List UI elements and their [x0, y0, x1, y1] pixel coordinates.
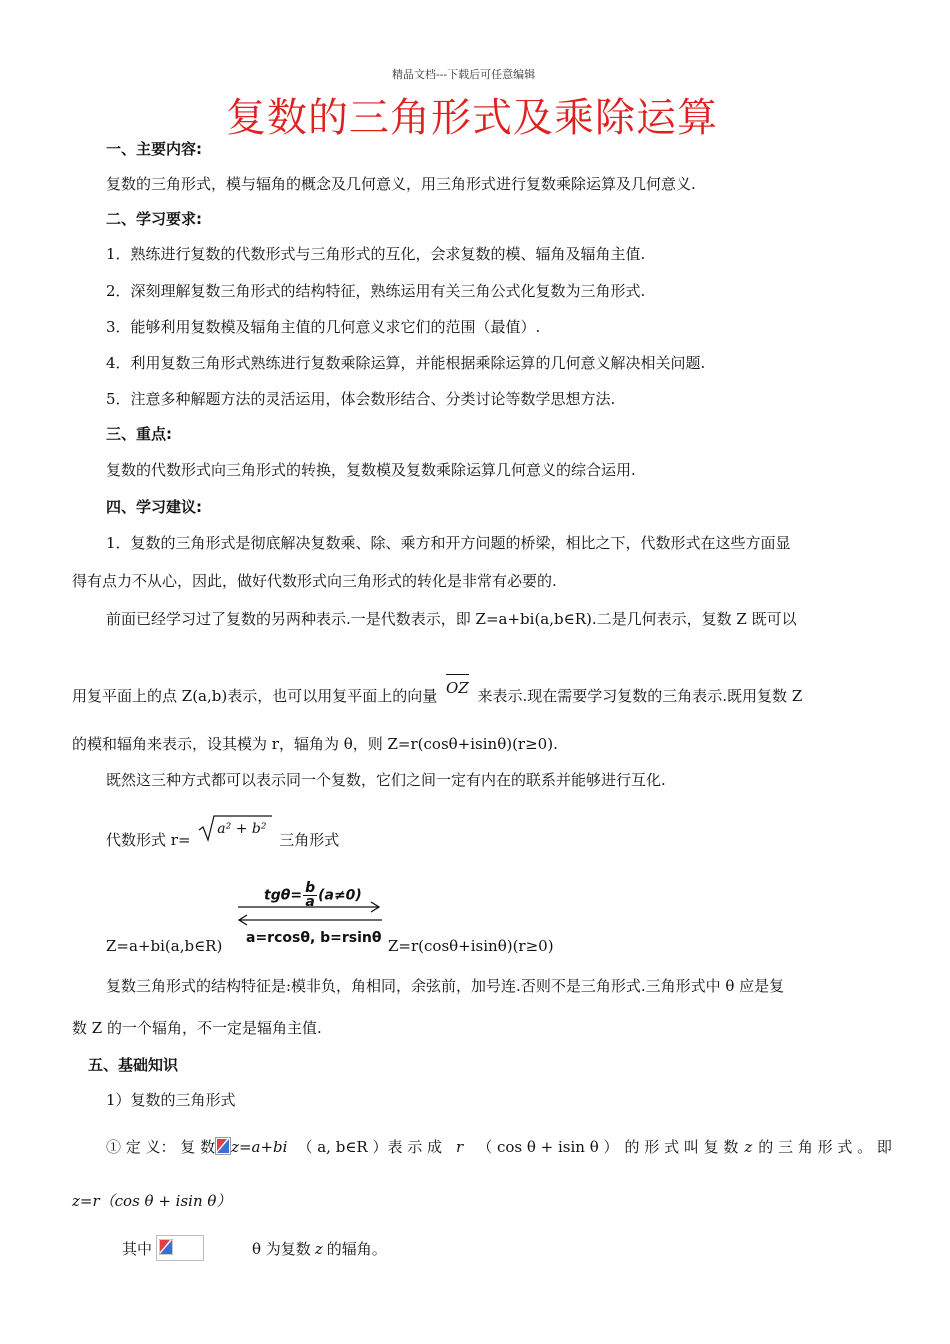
double-arrow-icon — [236, 900, 386, 930]
section-1-text: 复数的三角形式，模与辐角的概念及几何意义，用三角形式进行复数乘除运算及几何意义. — [106, 175, 696, 193]
broken-image-icon — [215, 1137, 231, 1155]
requirement-item: 5．注意多种解题方法的灵活运用，体会数形结合、分类讨论等数学思想方法. — [106, 390, 616, 408]
advice-paragraph-2-end: 的模和辐角来表示，设其模为 r，辐角为 θ，则 Z=r(cosθ+isinθ)(r≥0). — [72, 735, 558, 753]
subsection-title: 1）复数的三角形式 — [106, 1091, 236, 1109]
page-title: 复数的三角形式及乘除运算 — [226, 95, 718, 141]
section-heading-5: 五、基础知识 — [88, 1056, 179, 1074]
arrow-bottom-label: a=rcosθ, b=rsinθ — [246, 930, 382, 946]
where-line-text: θ 为复数 z 的辐角。 — [252, 1240, 387, 1258]
broken-image-placeholder — [156, 1235, 204, 1261]
definition-line: ① 定 义： 复 数 z=a+bi （ a, b∈R ）表 示 成 r （ cos θ + isin θ ） 的 形 式 叫 复 数 z 的 三 角 形 式 。 即 — [106, 1138, 892, 1156]
sqrt-sign-icon — [197, 814, 273, 842]
arrow-top-label: tgθ= $\frac{b}{a}$ (a≠0) — [264, 880, 362, 910]
advice-paragraph-2: 前面已经学习过了复数的另两种表示.一是代数表示，即 Z=a+bi(a,b∈R).二是几何表示，复数 Z 既可以 — [106, 610, 797, 628]
conversion-formula-line: 代数形式 r= a² + b² 三角形式 — [106, 826, 339, 852]
advice-paragraph-4-cont: 数 Z 的一个辐角，不一定是辐角主值. — [72, 1019, 322, 1037]
advice-paragraph-1: 1．复数的三角形式是彻底解决复数乘、除、乘方和开方问题的桥梁，相比之下，代数形式在这些方面显 — [106, 534, 791, 552]
sqrt-expression: a² + b² — [197, 814, 270, 840]
section-3-text: 复数的代数形式向三角形式的转换，复数模及复数乘除运算几何意义的综合运用. — [106, 461, 636, 479]
section-heading-1: 一、主要内容: — [106, 140, 202, 158]
where-line-label: 其中 — [122, 1240, 153, 1258]
algebraic-form: Z=a+bi(a,b∈R) — [106, 937, 223, 955]
requirement-item: 1．熟练进行复数的代数形式与三角形式的互化，会求复数的模、辐角及辐角主值. — [106, 245, 646, 263]
section-heading-3: 三、重点: — [106, 425, 172, 443]
vector-oz: OZ — [446, 677, 469, 699]
header-note: 精品文档---下载后可任意编辑 — [392, 68, 536, 81]
advice-paragraph-4: 复数三角形式的结构特征是:模非负，角相同，余弦前，加号连.否则不是三角形式.三角形式中 θ 应是复 — [106, 977, 785, 995]
broken-image-icon — [159, 1239, 173, 1255]
requirement-item: 3．能够利用复数模及辐角主值的几何意义求它们的范围（最值）. — [106, 318, 541, 336]
section-heading-4: 四、学习建议: — [106, 498, 202, 516]
conversion-arrows — [236, 868, 386, 948]
section-heading-2: 二、学习要求: — [106, 210, 202, 228]
trigonometric-form: Z=r(cosθ+isinθ)(r≥0) — [388, 937, 554, 955]
definition-formula: z=r（cos θ + isin θ） — [72, 1192, 232, 1210]
advice-paragraph-2-cont: 用复平面上的点 Z(a,b)表示，也可以用复平面上的向量 OZ 来表示.现在需要学习复数的三角表示.既用复数 Z — [72, 685, 802, 707]
advice-paragraph-3: 既然这三种方式都可以表示同一个复数，它们之间一定有内在的联系并能够进行互化. — [106, 771, 666, 789]
requirement-item: 4．利用复数三角形式熟练进行复数乘除运算，并能根据乘除运算的几何意义解决相关问题. — [106, 354, 706, 372]
advice-paragraph-1-cont: 得有点力不从心，因此，做好代数形式向三角形式的转化是非常有必要的. — [72, 572, 557, 590]
requirement-item: 2．深刻理解复数三角形式的结构特征，熟练运用有关三角公式化复数为三角形式. — [106, 282, 646, 300]
